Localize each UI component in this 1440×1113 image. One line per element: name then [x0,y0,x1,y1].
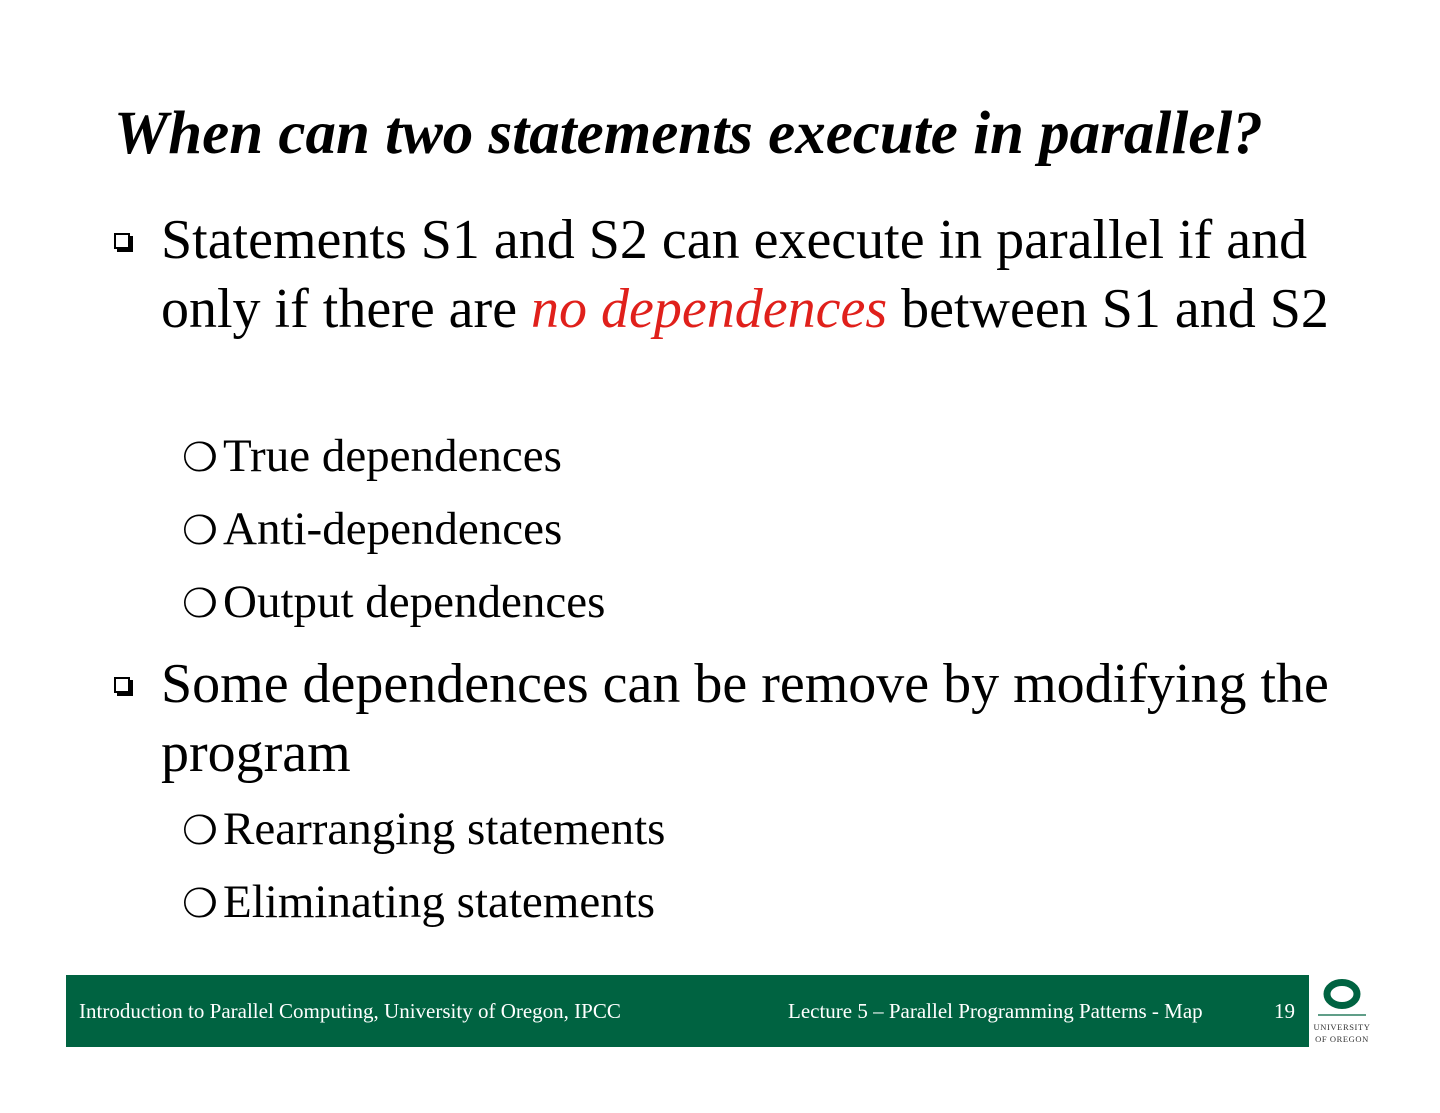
sub-bullet-rearranging [182,801,665,859]
university-of-oregon-logo [1313,978,1371,1048]
sub-bullet-text: True dependences [223,430,562,482]
sub-bullet-output-dependences [182,574,605,632]
sub-bullet-eliminating [182,874,655,932]
circle-bullet-icon: ❍ [182,435,218,480]
circle-bullet-icon: ❍ [182,808,218,853]
sub-bullet-text: Output dependences [223,576,606,628]
sub-bullet-anti-dependences [182,501,562,559]
logo-line1: UNIVERSITY [1313,1022,1371,1032]
page-number: 19 [1274,999,1295,1023]
sub-bullet-text: Rearranging statements [223,803,666,855]
slide-title: When can two statements execute in parallel? [114,100,1263,167]
footer-course: Introduction to Parallel Computing, University of Oregon, IPCC [79,999,621,1023]
bullet-text-start: Statements S1 and S2 can execute in parallel if and only if there are [161,209,1308,340]
footer-lecture: Lecture 5 – Parallel Programming Patterns - Map [788,999,1203,1023]
footer-bar [66,975,1309,1047]
sub-bullet-text: Anti-dependences [223,503,563,555]
circle-bullet-icon: ❍ [182,508,218,553]
circle-bullet-icon: ❍ [182,881,218,926]
emphasis-no-dependences: no dependences [531,278,888,340]
bullet-remove-dependences [114,650,1374,788]
sub-bullet-true-dependences [182,428,562,486]
square-bullet-icon [114,233,130,249]
circle-bullet-icon: ❍ [182,581,218,626]
square-bullet-icon [114,677,130,693]
bullet-text: Some dependences can be remove by modifying the program [161,653,1329,784]
bullet-text [161,206,1376,344]
sub-bullet-text: Eliminating statements [223,876,656,928]
logo-line2: OF OREGON [1315,1034,1369,1044]
bullet-no-dependences [114,206,1374,344]
logo-o-mark [1327,983,1357,1006]
bullet-text-end: between S1 and S2 [887,278,1329,340]
